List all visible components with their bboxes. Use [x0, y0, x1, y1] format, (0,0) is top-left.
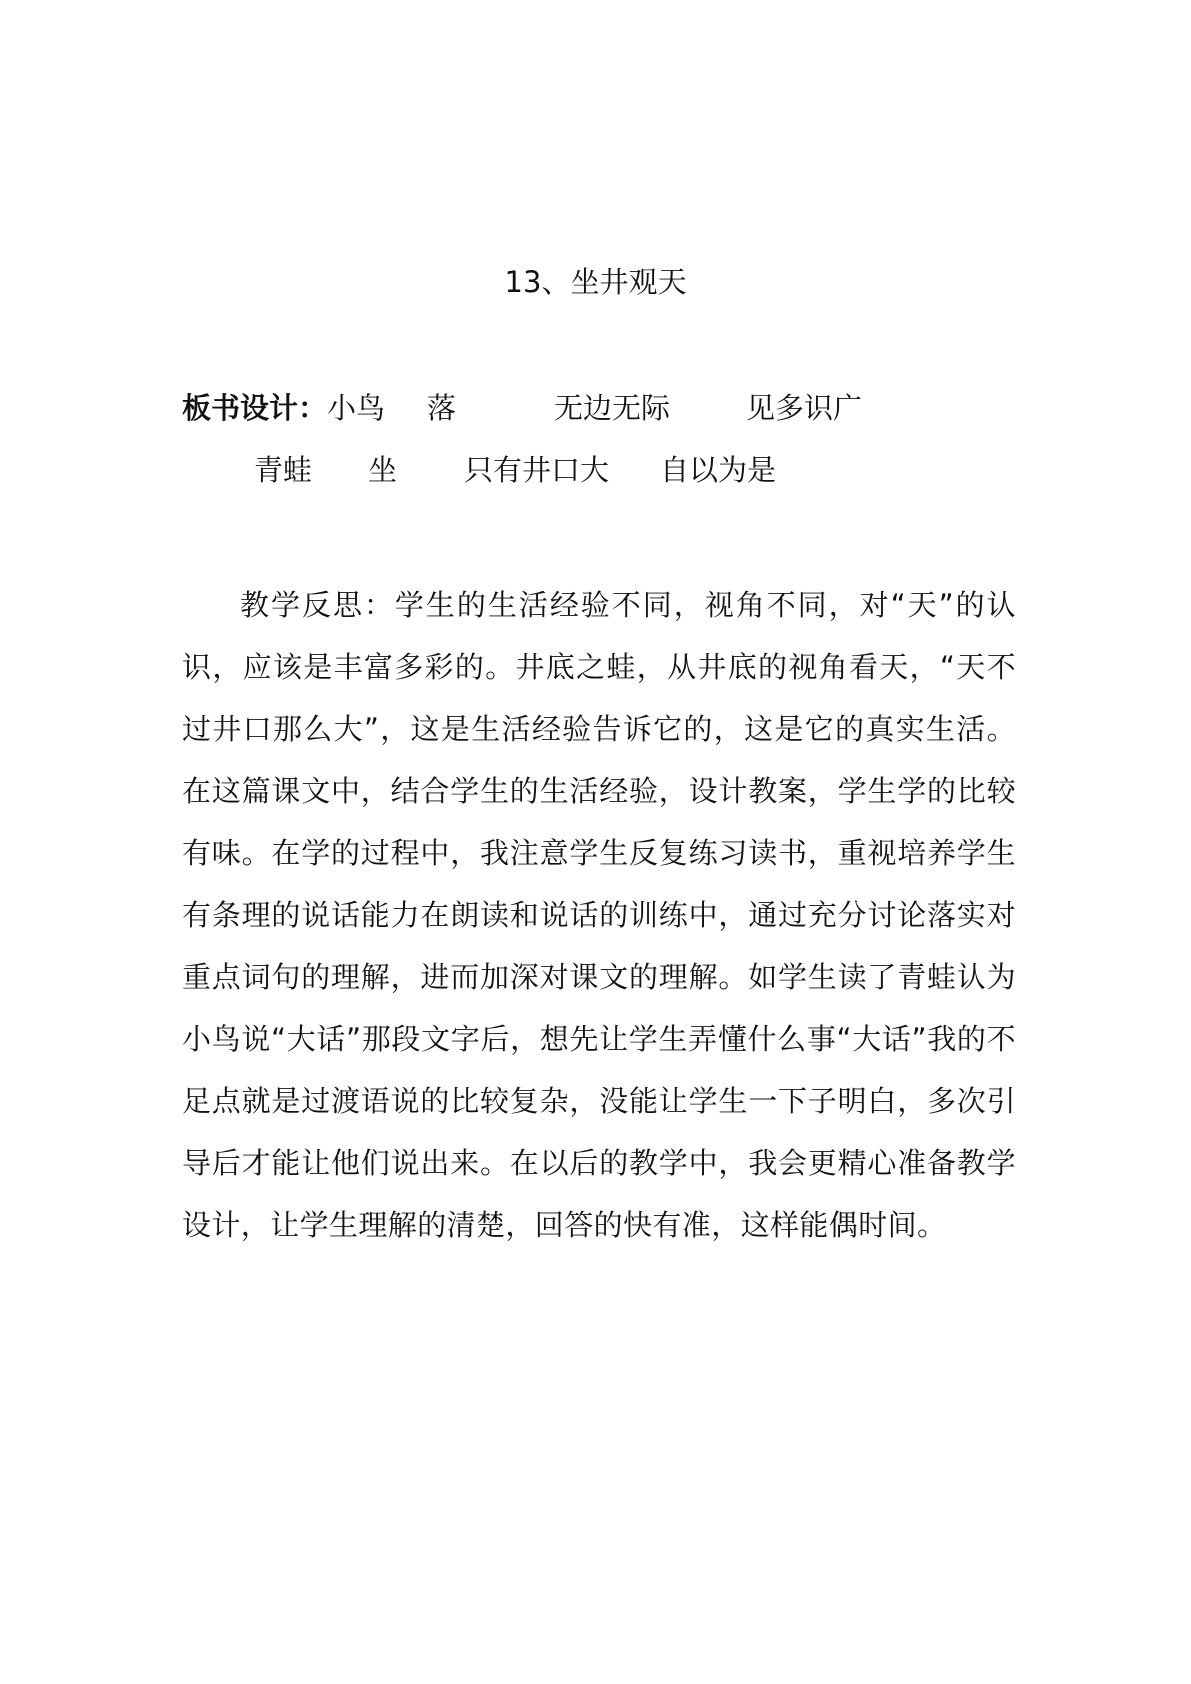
board-idiom-selfrighteous: 自以为是: [660, 453, 777, 487]
board-phrase-boundless: 无边无际: [554, 391, 671, 425]
board-subject-frog: 青蛙: [254, 453, 313, 487]
board-design-label: 板书设计：: [182, 391, 328, 425]
board-idiom-wellinformed: 见多识广: [746, 391, 863, 425]
page-title: 13、坐井观天: [504, 265, 687, 299]
board-verb-sit: 坐: [368, 453, 398, 487]
board-verb-land: 落: [427, 391, 457, 425]
teaching-reflection: 教学反思：学生的生活经验不同，视角不同，对“天”的认识，应该是丰富多彩的。井底之蛙，从井底的视角看天，“天不过井口那么大”，这是生活经验告诉它的，这是它的真实生活。在这篇课文中，结合学生的生活经验，设计教案，学生学的比较有味。在学的过程中，我注意学生反复练习读书，重视培养学生有条理的说话能力在朗读和说话的训练中，通过充分讨论落实对重点词句的理解，进而加深对课文的理解。如学生读了青蛙认为小鸟说“大话”那段文字后，想先让学生弄懂什么事“大话”我的不足点就是过渡语说的比较复杂，没能让学生一下子明白，多次引导后才能让他们说出来。在以后的教学中，我会更精心准备教学设计，让学生理解的清楚，回答的快有准，这样能偶时间。: [182, 588, 1016, 1242]
board-phrase-wellmouth: 只有井口大: [464, 453, 610, 487]
board-subject-bird: 小鸟: [327, 391, 386, 425]
